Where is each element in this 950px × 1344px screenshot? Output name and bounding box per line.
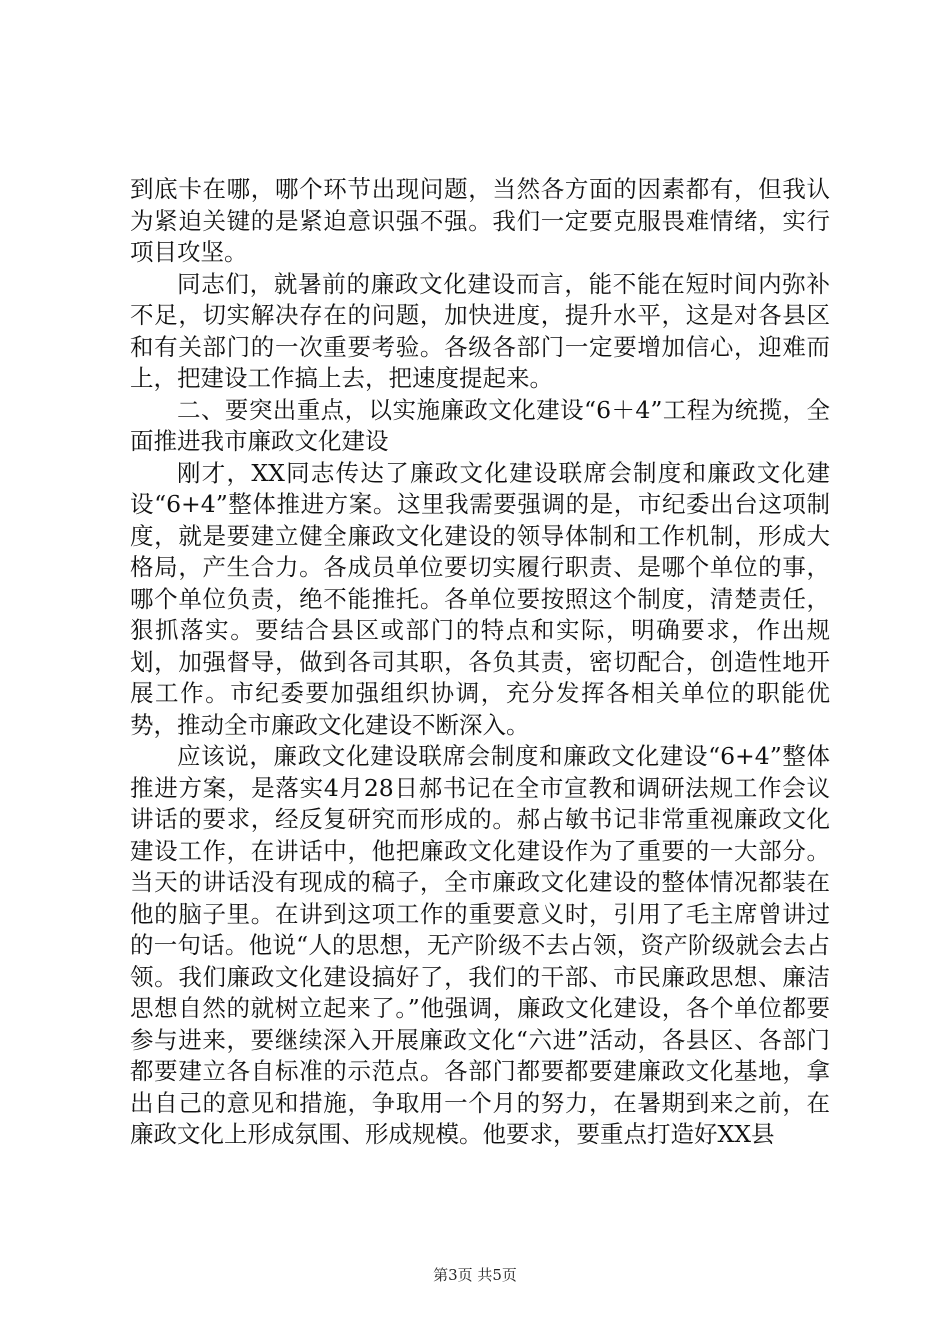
paragraph: 刚才，XX同志传达了廉政文化建设联席会制度和廉政文化建设“6+4”整体推进方案。这里我需要强调的是，市纪委出台这项制度，就是要建立健全廉政文化建设的领导体制和工作机制，形成大格局，产生合力。各成员单位要切实履行职责、是哪个单位的事，哪个单位负责，绝不能推托。各单位要按照这个制度，清楚责任，狠抓落实。要结合县区或部门的特点和实际，明确要求，作出规划，加强督导，做到各司其职，各负其责，密切配合，创造性地开展工作。市纪委要加强组织协调，充分发挥各相关单位的职能优势，推动全市廉政文化建设不断深入。 [130, 458, 830, 739]
page-footer: 第3页 共5页 [433, 1266, 517, 1284]
paragraph: 应该说，廉政文化建设联席会制度和廉政文化建设“6+4”整体推进方案，是落实4月28日郝书记在全市宣教和调研法规工作会议讲话的要求，经反复研究而形成的。郝占敏书记非常重视廉政文化建设工作，在讲话中，他把廉政文化建设作为了重要的一大部分。当天的讲话没有现成的稿子，全市廉政文化建设的整体情况都装在他的脑子里。在讲到这项工作的重要意义时，引用了毛主席曾讲过的一句话。他说“人的思想，无产阶级不去占领，资产阶级就会去占领。我们廉政文化建设搞好了，我们的干部、市民廉政思想、廉洁思想自然的就树立起来了。”他强调，廉政文化建设，各个单位都要参与进来，要继续深入开展廉政文化“六进”活动，各县区、各部门都要建立各自标准的示范点。各部门都要都要建廉政文化基地，拿出自己的意见和措施，争取用一个月的努力，在暑期到来之前，在廉政文化上形成氛围、形成规模。他要求，要重点打造好XX县 [130, 742, 830, 1148]
paragraph: 同志们，就暑前的廉政文化建设而言，能不能在短时间内弥补不足，切实解决存在的问题，加快进度，提升水平，这是对各县区和有关部门的一次重要考验。各级各部门一定要增加信心，迎难而上，把建设工作搞上去，把速度提起来。 [130, 269, 830, 392]
paragraph: 到底卡在哪，哪个环节出现问题，当然各方面的因素都有，但我认为紧迫关键的是紧迫意识强不强。我们一定要克服畏难情绪，实行项目攻坚。 [130, 175, 830, 266]
document-body [130, 174, 830, 1151]
section-heading: 二、要突出重点，以实施廉政文化建设“6＋4”工程为统揽，全面推进我市廉政文化建设 [130, 395, 830, 455]
